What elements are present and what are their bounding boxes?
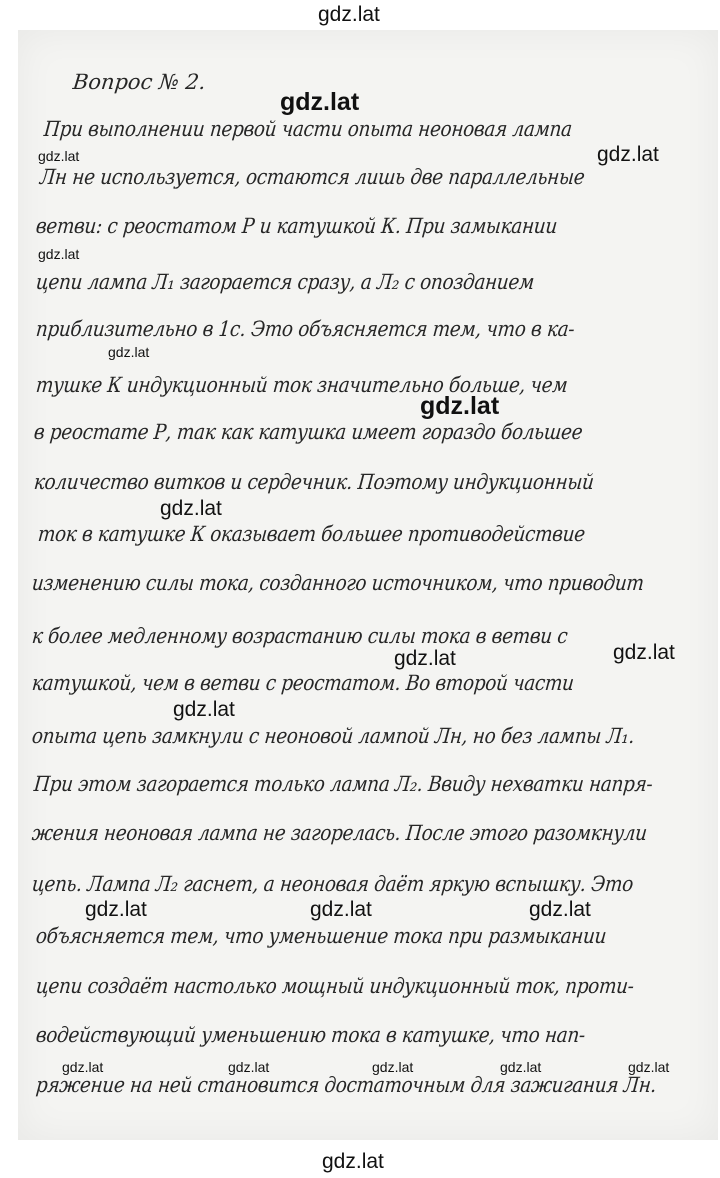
text-line-17: объясняется тем, что уменьшение тока при размыкании — [34, 924, 608, 948]
watermark: gdz.lat — [228, 1059, 270, 1075]
watermark: gdz.lat — [62, 1059, 104, 1075]
text-line-3: ветви: с реостатом Р и катушкой К. При замыкании — [34, 214, 559, 238]
text-line-20: ряжение на ней становится достаточным для зажигания Лн. — [34, 1073, 658, 1097]
watermark: gdz.lat — [280, 88, 360, 116]
watermark-bottom: gdz.lat — [322, 1150, 384, 1173]
watermark: gdz.lat — [529, 898, 591, 921]
watermark-top: gdz.lat — [318, 3, 380, 26]
text-line-9: ток в катушке К оказывает большее противодействие — [36, 522, 586, 546]
text-line-10: изменению силы тока, созданного источником, что приводит — [30, 571, 645, 595]
text-line-15: жения неоновая лампа не загорелась. После этого разомкнули — [30, 821, 648, 845]
handwritten-page — [18, 30, 718, 1140]
watermark: gdz.lat — [160, 497, 222, 520]
watermark: gdz.lat — [38, 246, 80, 262]
text-line-7: в реостате Р, так как катушка имеет гораздо большее — [32, 420, 584, 444]
text-line-16: цепь. Лампа Л₂ гаснет, а неоновая даёт яркую вспышку. Это — [30, 872, 635, 896]
text-line-8: количество витков и сердечник. Поэтому индукционный — [32, 470, 595, 494]
watermark: gdz.lat — [85, 898, 147, 921]
watermark: gdz.lat — [394, 647, 456, 670]
text-line-5: приблизительно в 1с. Это объясняется тем, что в ка- — [34, 317, 576, 341]
watermark: gdz.lat — [420, 392, 500, 420]
watermark: gdz.lat — [38, 148, 80, 164]
watermark: gdz.lat — [628, 1059, 670, 1075]
text-line-11: к более медленному возрастанию силы тока в ветви с — [30, 624, 569, 648]
text-line-6: тушке К индукционный ток значительно больше, чем — [34, 373, 569, 397]
text-line-14: При этом загорается только лампа Л₂. Ввиду нехватки напря- — [32, 772, 654, 796]
text-line-18: цепи создаёт настолько мощный индукционный ток, проти- — [34, 974, 635, 998]
watermark: gdz.lat — [613, 641, 675, 664]
text-line-4: цепи лампа Л₁ загорается сразу, а Л₂ с опозданием — [34, 270, 536, 294]
text-line-19: водействующий уменьшению тока в катушке, что нап- — [34, 1023, 587, 1047]
text-line-13: опыта цепь замкнули с неоновой лампой Лн, но без лампы Л₁. — [30, 724, 636, 748]
watermark: gdz.lat — [310, 898, 372, 921]
text-line-2: Лн не используется, остаются лишь две параллельные — [38, 165, 586, 189]
watermark: gdz.lat — [372, 1059, 414, 1075]
text-line-12: катушкой, чем в ветви с реостатом. Во второй части — [30, 671, 575, 695]
watermark: gdz.lat — [108, 344, 150, 360]
watermark: gdz.lat — [500, 1059, 542, 1075]
question-title: Вопрос № 2. — [71, 70, 207, 94]
watermark: gdz.lat — [173, 698, 235, 721]
text-line-1: При выполнении первой части опыта неоновая лампа — [42, 117, 573, 141]
watermark: gdz.lat — [597, 143, 659, 166]
